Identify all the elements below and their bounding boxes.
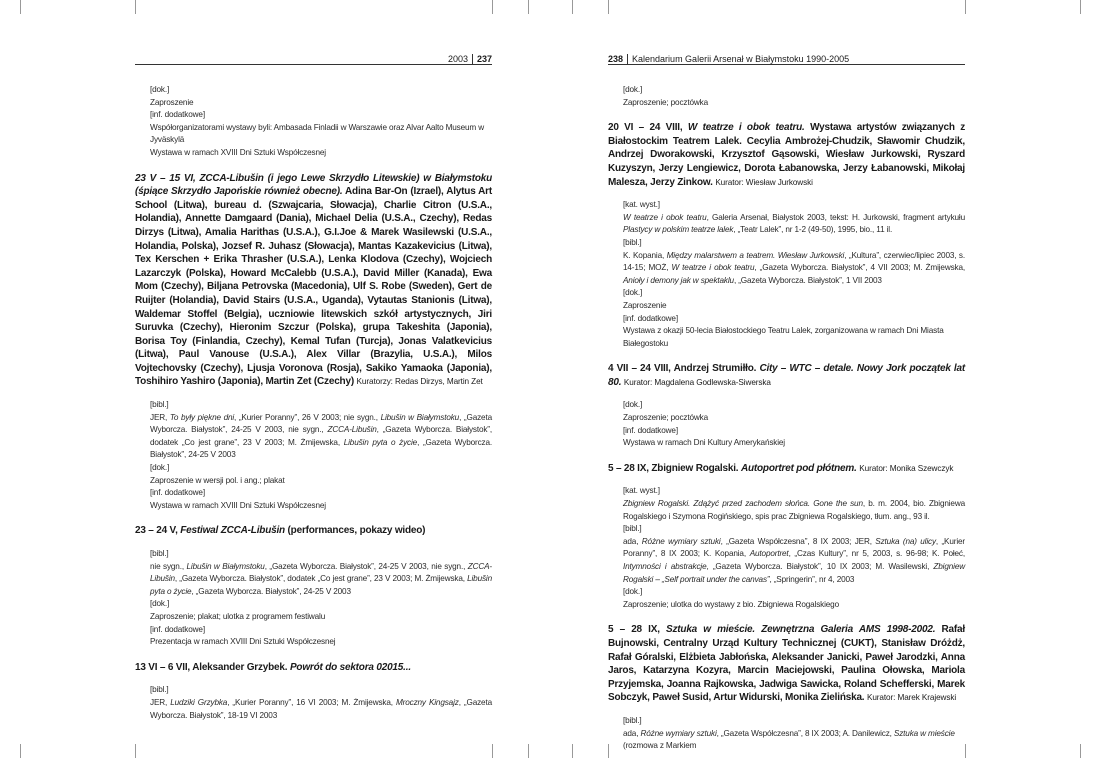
- catalogue: Zbigniew Rogalski. Zdążyć przed zachodem słońca. Gone the sun, b. m. 2004, bio. Zbigniewa Rogalskiego i Szymona Rogińskiego, spis prac Zbigniewa Rogalskiego, tłum. ang., 93 il.: [623, 499, 965, 521]
- bibliography: ada, Różne wymiary sztuki, „Gazeta Współczesna”, 8 IX 2003; A. Danilewicz, Sztuka w mieście (rozmowa z Markiem: [623, 728, 955, 751]
- entry-heading: 5 – 28 IX, Zbigniew Rogalski. Autoportret pod płótnem.: [608, 462, 857, 474]
- entry-heading: 23 V – 15 VI, ZCCA-Libušin (i jego Lewe Skrzydło Litewskie) w Białymstoku (śpiące Skrzydło Japońskie również obecne).: [135, 172, 492, 198]
- detail-line: [bibl.]: [623, 524, 642, 534]
- detail-line: [dok.]: [150, 463, 170, 473]
- detail-line: [bibl.]: [623, 237, 642, 247]
- entry-heading: 5 – 28 IX, Sztuka w mieście. Zewnętrzna Galeria AMS 1998-2002.: [608, 624, 936, 636]
- crop-mark: [20, 744, 21, 758]
- detail-line: [kat. wyst.]: [623, 200, 660, 210]
- detail-line: [inf. dodatkowe]: [150, 488, 205, 498]
- detail-line: [bibl.]: [150, 685, 169, 695]
- detail-line: [inf. dodatkowe]: [623, 425, 678, 435]
- entry-zcca-libusin: [135, 172, 492, 390]
- detail-line: [bibl.]: [150, 400, 169, 410]
- crop-mark: [1080, 744, 1081, 758]
- detail-line: [inf. dodatkowe]: [150, 624, 205, 634]
- detail-line: Prezentacja w ramach XVIII Dni Sztuki Współczesnej: [150, 637, 336, 647]
- entry-heading: 13 VI – 6 VII, Aleksander Grzybek. Powrót do sektora 02015...: [135, 661, 411, 673]
- crop-mark: [965, 0, 966, 14]
- detail-line: [dok.]: [623, 288, 643, 298]
- crop-mark: [492, 744, 493, 758]
- artist-list: Adina Bar-On (Izrael), Alytus Art School (Litwa), bureau d. (Szwajcaria, Słowacja), Charlie Citron (U.S.A., Holandia), Annette Damgaard (Dania), Michael Delia (U.S.A., Czechy), Redas Dirzys (Litwa), Amalia Harithas (U.S.A.), G.I.Joe & Marek Wasilewski (U.S.A., Holandia, Polska), Jozsef R. Juhasz (Słowacja), Mantas Kazakevicius (Litwa), Tex Kerschen + Erika Thrasher (U.S.A.), Lenka Klodova (Czechy), Wojciech Lazarczyk (Polska), Howard McCalebb (U.S.A.), David Miller (Kanada), Ewa Mom (Czechy), Biljana Petrovska (Macedonia), Ulf S. Robe (Sweden), Gert de Ruijter (Holandia), David Stairs (U.S.A., Uganda), Vytautas Stanionis (Litwa), Waldemar Stoffel (Belgia), uczniowie litewskich szkół artystycznych, Jiri Suruvka (Czechy), Hieronim Szczur (Polska), grupa Takeshita (Japonia), Borisa Toy (Finlandia, Czechy), Kemal Tufan (Turcja), Jonas Valatkevicius (Litwa), Paul Vanouse (U.S.A.), Alex Villar (Brazylia, U.S.A.), Milos Vojtechovsky (Czechy), Ljusja Voronova (Rosja), Sakiko Yamaoka (Japonia), Toshihiro Yashiro (Japonia), Martin Zet (Czechy): [135, 186, 492, 388]
- crop-mark: [528, 0, 529, 14]
- crop-mark: [20, 0, 21, 14]
- detail-line: Zaproszenie: [623, 300, 667, 310]
- detail-line: [dok.]: [150, 599, 170, 609]
- detail-line: [dok.]: [623, 587, 643, 597]
- crop-mark: [528, 744, 529, 758]
- left-page: [135, 0, 492, 758]
- artist-list: Cecylia Ambrożej-Chudzik, Sławomir Chudzik, Andrzej Dworakowski, Krzysztof Gąsowski, Wiesław Jurkowski, Ryszard Kuzyszyn, Jerzy Lengiewicz, Dorota Łabanowska, Jerzy Łabanowski, Mikołaj Malesza, Jerzy Zinkow.: [608, 135, 965, 188]
- bibliography: JER, Ludziki Grzybka, „Kurier Poranny”, 16 VI 2003; M. Żmijewska, Mroczny Kingsajz, „Gazeta Wyborcza. Białystok”, 18-19 VI 2003: [150, 697, 492, 720]
- entry-heading: 20 VI – 24 VIII, W teatrze i obok teatru. Wystawa artystów związanych z Białostockim Teatrem Lalek.: [608, 122, 965, 147]
- running-title: Kalendarium Galerii Arsenał w Białymstoku 1990-2005: [632, 54, 850, 64]
- catalogue: W teatrze i obok teatru, Galeria Arsenał, Białystok 2003, tekst: H. Jurkowski, fragment artykułu Plastycy w polskim teatrze lalek, „Teatr Lalek”, nr 1-2 (49-50), 1995, bio., 11 il.: [623, 212, 965, 235]
- right-content: [608, 84, 965, 753]
- curators: Kurator: Monika Szewczyk: [859, 463, 954, 473]
- entry-strumillo: [608, 362, 965, 389]
- detail-line: [dok.]: [623, 85, 643, 94]
- page-number: 238: [608, 54, 624, 64]
- detail-line: Zaproszenie; pocztówka: [623, 413, 708, 423]
- entry-w-teatrze: [608, 121, 965, 189]
- detail-line: [dok.]: [150, 85, 170, 94]
- entry-sztuka-w-miescie: [608, 623, 965, 705]
- curators: Kurator: Marek Krajewski: [866, 693, 957, 703]
- bibliography: JER, To były piękne dni, „Kurier Poranny”, 26 V 2003; nie sygn., Libušin w Białymstoku, „Gazeta Wyborcza. Białystok”, 24-25 V 2003, nie sygn., ZCCA-Libušin, „Gazeta Wyborcza. Białystok”, dodatek „Co jest grane”, 23 V 2003; M. Żmijewska, Libušin pyta o życie, „Gazeta Wyborcza. Białystok”, 24-25 V 2003: [150, 412, 493, 460]
- crop-mark: [572, 744, 573, 758]
- crop-mark: [492, 0, 493, 14]
- detail-line: [dok.]: [623, 400, 643, 410]
- curators: Kuratorzy: Redas Dirzys, Martin Zet: [356, 377, 483, 387]
- detail-line: Wystawa w ramach XVIII Dni Sztuki Współczesnej: [150, 147, 326, 157]
- entry-heading: 23 – 24 V, Festiwal ZCCA-Libušin (performances, pokazy wideo): [135, 525, 426, 537]
- curators: Kurator: Wiesław Jurkowski: [715, 177, 813, 187]
- right-page: [608, 0, 965, 758]
- left-content: [135, 84, 492, 722]
- header-rule: [135, 64, 492, 65]
- header-rule: [608, 64, 965, 65]
- detail-line: Wystawa w ramach Dni Kultury Amerykańskiej: [623, 438, 785, 448]
- detail-line: Wystawa w ramach XVIII Dni Sztuki Współczesnej: [150, 500, 326, 510]
- bibliography: ada, Różne wymiary sztuki, „Gazeta Współczesna”, 8 IX 2003; JER, Sztuka (na) ulicy, „Kurier Poranny”, 8 IX 2003; K. Kopania, Autoportret, „Czas Kultury”, nr 5, 2003, s. 96-98; K. Połeć, Intymności i abstrakcje, „Gazeta Wyborcza. Białystok”, 10 IX 2003; M. Wasilewski, Zbigniew Rogalski – „Self portrait under the canvas”, „Springerin”, nr 4, 2003: [623, 536, 965, 584]
- entry-heading: 4 VII – 24 VIII, Andrzej Strumiłło. City – WTC – detale. Nowy Jork początek lat 80.: [608, 363, 965, 388]
- detail-line: [inf. dodatkowe]: [623, 313, 678, 323]
- artist-list: Rafał Bujnowski, Centralny Urząd Kultury Technicznej (CUKT), Stanisław Dróżdż, Rafał Góralski, Elżbieta Jabłońska, Aleksander Janicki, Paweł Jarodzki, Anna Jaros, Katarzyna Kozyra, Marcin Maciejowski, Paulina Ołowska, Mariola Przyjemska, Joanna Rajkowska, Jadwiga Sawicka, Roland Schefferski, Marek Sobczyk, Paweł Susid, Artur Widurski, Monika Zielińska.: [608, 624, 965, 704]
- entry-festiwal: [135, 524, 492, 538]
- entry-grzybek: [135, 661, 492, 675]
- detail-line: [kat. wyst.]: [623, 486, 660, 496]
- detail-line: Zaproszenie; ulotka do wystawy z bio. Zbigniewa Rogalskiego: [623, 599, 839, 609]
- detail-line: [bibl.]: [150, 549, 169, 558]
- detail-line: Wystawa z okazji 50-lecia Białostockiego Teatru Lalek, zorganizowana w ramach Dni Miasta Białegostoku: [623, 326, 944, 348]
- bibliography: nie sygn., Libušin w Białymstoku, „Gazeta Wyborcza. Białystok”, 24-25 V 2003, nie sygn., ZCCA-Libušin, „Gazeta Wyborcza. Białystok”, dodatek „Co jest grane”, 23 V 2003; M. Żmijewska, Libušin pyta o życie, „Gazeta Wyborcza. Białystok”, 24-25 V 2003: [150, 561, 492, 596]
- crop-mark: [1080, 0, 1081, 14]
- entry-rogalski: [608, 462, 965, 476]
- detail-line: [inf. dodatkowe]: [150, 110, 205, 120]
- header-year: 2003: [447, 54, 468, 64]
- detail-line: Zaproszenie: [150, 97, 194, 107]
- page-number: 237: [476, 54, 492, 64]
- detail-line: [bibl.]: [623, 715, 642, 725]
- detail-line: Współorganizatorami wystawy byli: Ambasada Finladii w Warszawie oraz Alvar Aalto Museum w Jyväskylä: [150, 122, 484, 145]
- detail-line: Zaproszenie; plakat; ulotka z programem festiwalu: [150, 611, 326, 621]
- bibliography: K. Kopania, Między malarstwem a teatrem. Wiesław Jurkowski, „Kultura”, czerwiec/lipiec 2003, s. 14-15; MOŻ, W teatrze i obok teatru, „Gazeta Wyborcza. Białystok”, 4 VII 2003; M. Żmijewska, Anioły i demony jak w spektaklu, „Gazeta Wyborcza. Białystok”, 1 VII 2003: [623, 250, 966, 285]
- detail-line: Zaproszenie; pocztówka: [623, 97, 708, 107]
- crop-mark: [572, 0, 573, 14]
- detail-line: Zaproszenie w wersji pol. i ang.; plakat: [150, 475, 285, 485]
- curators: Kurator: Magdalena Godlewska-Siwerska: [623, 377, 771, 387]
- crop-mark: [965, 744, 966, 758]
